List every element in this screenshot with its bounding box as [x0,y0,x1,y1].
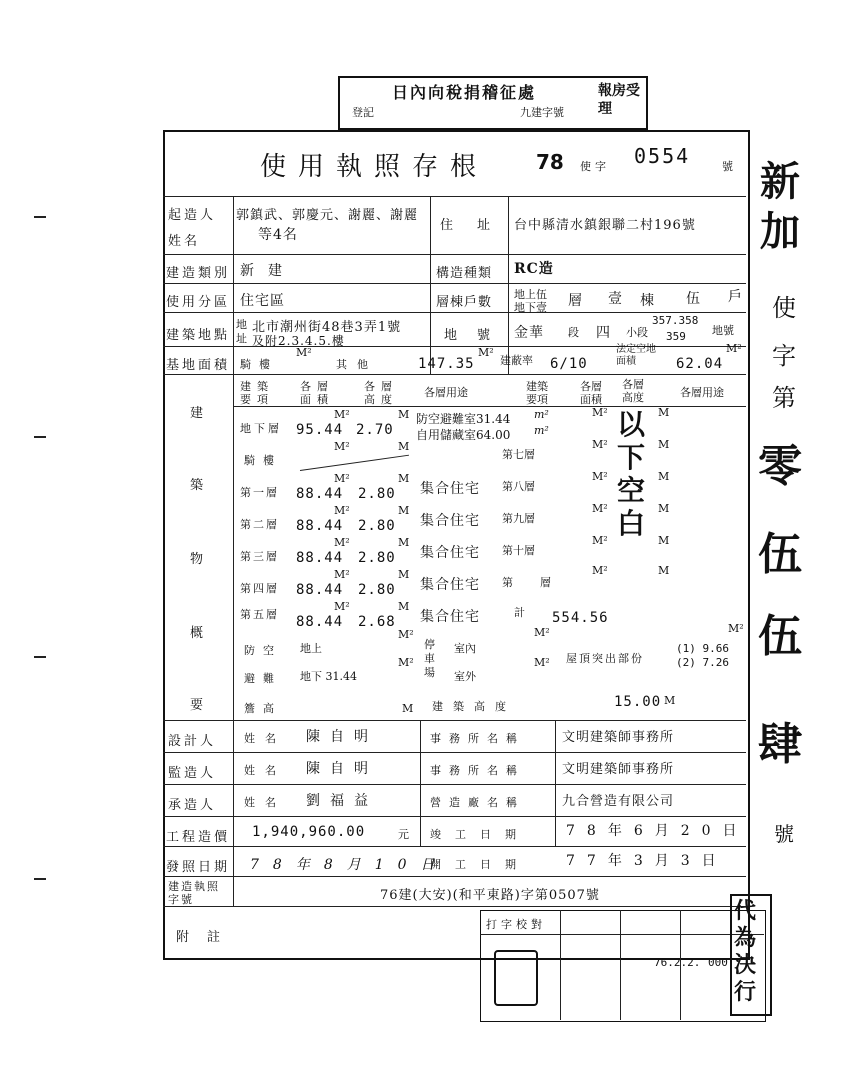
total-area: 554.56 [552,610,609,626]
right-floor-blank: 第 層 [502,576,559,589]
construction-type-label: 建造類別 [166,266,231,281]
designer-office-label: 事務所名稱 [430,732,525,745]
header-stamp-line1: 日內向稅捐稽征處 [392,83,537,102]
floors-households: 伍 [686,291,701,307]
designer-name-label: 姓名 [244,732,286,745]
floor-area-unit-arcade: M² [334,440,350,453]
address-label: 住址 [440,218,515,233]
legal-open-label: 法定空地面積 [616,344,656,367]
right-height-unit-5: M [658,534,670,547]
right-floor-total-label: 計 [514,606,525,619]
legal-open-unit: M² [726,342,742,355]
title-suffix: 號 [722,160,733,173]
floor-name-4: 第四層 [240,582,279,595]
designer-role: 設計人 [168,734,217,749]
floor-area-unit-3: M² [334,536,350,549]
coverage-value: 6/10 [550,356,588,372]
issue-date: 78年8月10日 [250,857,449,873]
notes-label: 附註 [176,930,239,945]
corner-stamp: 報房受理 [598,83,640,117]
col-header-use: 各層用途 [424,386,468,399]
roof-2: (2) 7.26 [676,656,729,669]
site-address-line1: 北市潮州街48巷3弄1號 [252,320,402,335]
supervisor-role: 監造人 [168,766,217,781]
floor-name-1: 第一層 [240,486,279,499]
floor-name-3: 第三層 [240,550,279,563]
floor-area-unit-4: M² [334,568,350,581]
bldg-height-value: 15.00 [614,694,662,710]
right-floor-8: 第八層 [502,480,535,493]
summary-label-char-2: 築 [190,478,207,493]
floor-use-unit-basement-2: m² [534,424,549,437]
start-date: 77年3月3日 [566,853,728,869]
floor-area-basement: 95.44 [296,422,344,438]
site-district: 金華 [514,325,544,341]
summary-label-char-3: 物 [190,552,207,567]
margin-char-1: 新 [760,158,800,205]
parking-in: 室內 [454,642,476,655]
designer-office: 文明建築師事務所 [562,730,675,745]
right-area-unit-6: M² [592,564,608,577]
site-district-unit: 段 [568,326,579,339]
coverage-label: 建蔽率 [500,354,533,367]
margin-char-7: 伍 [758,529,802,580]
applicant-names: 郭鎮武、郭慶元、謝麗、謝麗 [236,208,419,223]
floor-area-unit-basement: M² [334,408,350,421]
floor-height-4: 2.80 [358,582,396,598]
supervisor-office-label: 事務所名稱 [430,764,525,777]
site-label: 建築地點 [166,328,231,343]
contractor-name: 劉福益 [306,793,378,809]
margin-char-5: 第 [772,384,796,412]
right-height-unit-4: M [658,502,670,515]
title-year: 78 [536,150,564,174]
floor-name-arcade: 騎樓 [244,454,282,467]
floor-height-unit-5: M [398,600,410,613]
parking-out-unit: M² [534,656,550,669]
floor-use-basement-1: 防空避難室31.44 [416,412,511,426]
roof-label: 屋頂突出部份 [566,652,644,665]
contractor-name-label: 姓名 [244,796,286,809]
cost-value: 1,940,960.00 [252,824,366,840]
right-area-unit-1: M² [592,406,608,419]
right-area-unit-4: M² [592,502,608,515]
parking-out: 室外 [454,670,476,683]
floors-layer: 層 [568,293,583,309]
proof-date: 76.2.2. [654,956,701,969]
shelter-above-unit: M² [398,628,414,641]
right-floor-9: 第九層 [502,512,535,525]
issue-label: 發照日期 [166,860,231,875]
floor-height-basement: 2.70 [356,422,394,438]
parking-label: 停車場 [424,638,435,679]
header-stamp-line2-left: 登記 [352,106,374,119]
floor-area-3: 88.44 [296,550,344,566]
site-lot-numbers: 357.358 [652,314,699,327]
base-arcade-label: 騎樓 [240,358,278,371]
floors-building-unit: 棟 [640,293,655,309]
blank-note: 以下空白 [616,408,645,540]
bldg-height-unit: M [664,694,676,707]
floor-name-2: 第二層 [240,518,279,531]
applicant-count: 等4名 [258,227,298,243]
proof-label: 打字校對 [486,918,546,931]
base-other-unit: M² [478,346,494,359]
site-address-label: 地址 [236,318,247,345]
floor-use-2: 集合住宅 [420,513,480,529]
right-floor-10: 第十層 [502,544,535,557]
proof-seal [494,950,538,1006]
floors-below: 地下壹 [514,301,547,314]
eaves-unit: M [402,702,414,715]
col-header-item: 建築要項 [240,380,274,406]
structure-label: 構造種類 [436,266,493,281]
title-number: 0554 [634,144,691,168]
permit-label: 建造執照字號 [168,880,220,906]
floor-use-unit-basement-1: m² [534,408,549,421]
floor-area-2: 88.44 [296,518,344,534]
applicant-address: 台中縣清水鎮銀聯二村196號 [514,218,696,233]
floor-use-4: 集合住宅 [420,577,480,593]
floor-height-1: 2.80 [358,486,396,502]
header-stamp-line2-right: 九建字號 [520,106,564,119]
shelter-label-1: 防空 [244,644,282,657]
site-lot-numbers-2: 359 [666,330,686,343]
floors-building: 壹 [608,291,623,307]
contractor-office-label: 營造廠名稱 [430,796,525,809]
cost-unit: 元 [398,828,409,841]
base-arcade-unit: M² [296,346,312,359]
floors-households-unit: 戶 [728,289,743,305]
title-word-prefix: 使字 [580,160,610,173]
margin-char-3: 使 [772,294,796,322]
page-title: 使用執照存根 [260,152,489,182]
permit-value: 76建(大安)(和平東路)字第0507號 [380,888,600,903]
start-label: 開工日期 [430,858,530,871]
floor-area-4: 88.44 [296,582,344,598]
summary-label-char-4: 概 [190,626,207,641]
col-header-item-right: 建築要項 [526,380,548,406]
right-height-unit-1: M [658,406,670,419]
floor-height-unit-4: M [398,568,410,581]
shelter-above: 地上 [300,642,322,655]
supervisor-name: 陳自明 [306,761,378,777]
proof-code: 000 [708,956,728,969]
structure-type: RC造 [514,261,554,277]
col-header-area-right: 各層面積 [580,380,602,406]
margin-char-9: 肆 [758,719,802,770]
floor-height-unit-basement: M [398,408,410,421]
floors-above: 地上伍 [514,288,547,301]
floor-height-2: 2.80 [358,518,396,534]
site-address-line2: 及附2.3.4.5.樓 [252,334,345,348]
site-subsection: 四 [596,325,611,341]
supervisor-office: 文明建築師事務所 [562,762,675,777]
floor-use-basement-2: 自用儲藏室64.00 [416,428,511,442]
col-header-area: 各層面積 [300,380,334,406]
floor-height-3: 2.80 [358,550,396,566]
floors-label: 層棟戶數 [436,295,493,310]
roof-1: (1) 9.66 [676,642,729,655]
base-other-label: 其他 [336,358,378,371]
floor-height-unit-arcade: M [398,440,410,453]
applicant-label-top: 起造人 [168,208,217,223]
floor-height-unit-2: M [398,504,410,517]
floor-area-unit-5: M² [334,600,350,613]
shelter-below-unit: M² [398,656,414,669]
margin-char-6: 零 [758,441,802,492]
site-subsection-unit: 小段 [626,326,648,339]
cost-label: 工程造價 [166,830,231,845]
shelter-label-2: 避難 [244,672,282,685]
floor-area-1: 88.44 [296,486,344,502]
floor-name-5: 第五層 [240,608,279,621]
applicant-label-bottom: 姓名 [168,234,201,249]
designer-name: 陳自明 [306,729,378,745]
margin-char-10: 號 [774,822,794,846]
bldg-height-label: 建築高度 [432,700,516,713]
contractor-role: 承造人 [168,798,217,813]
floor-area-unit-2: M² [334,504,350,517]
right-floor-7: 第七層 [502,448,535,461]
right-height-unit-3: M [658,470,670,483]
site-lot-suffix: 地號 [712,324,734,337]
summary-label-char-5: 要 [190,698,207,713]
shelter-below: 地下 31.44 [300,670,357,683]
right-height-unit-2: M [658,438,670,451]
floor-use-1: 集合住宅 [420,481,480,497]
summary-label-char-1: 建 [190,406,207,421]
base-area-label: 基地面積 [166,358,231,373]
col-header-use-right: 各層用途 [680,386,724,399]
eaves-label: 簷高 [244,702,282,715]
zone-label: 使用分區 [166,295,231,310]
right-height-unit-6: M [658,564,670,577]
floor-use-5: 集合住宅 [420,609,480,625]
contractor-office: 九合營造有限公司 [562,794,675,809]
floor-use-3: 集合住宅 [420,545,480,561]
right-approval-text: 代為決行 [734,898,757,1005]
margin-char-2: 加 [760,208,800,255]
margin-char-8: 伍 [758,611,802,662]
completion-date: 78年6月20日 [566,823,749,839]
floor-name-basement: 地下層 [240,422,282,435]
col-header-height-right: 各層高度 [622,378,644,404]
right-area-unit-3: M² [592,470,608,483]
lot-label: 地號 [444,328,511,343]
floor-height-5: 2.68 [358,614,396,630]
margin-char-4: 字 [772,342,796,370]
col-header-height: 各層高度 [364,380,398,406]
right-area-unit-5: M² [592,534,608,547]
floor-height-unit-1: M [398,472,410,485]
roof-unit: M² [728,622,744,635]
floor-height-unit-3: M [398,536,410,549]
zone-value: 住宅區 [240,293,285,309]
base-other-value: 147.35 [418,356,475,372]
construction-type: 新建 [240,263,296,279]
right-area-unit-2: M² [592,438,608,451]
parking-in-unit: M² [534,626,550,639]
supervisor-name-label: 姓名 [244,764,286,777]
floor-area-5: 88.44 [296,614,344,630]
completion-label: 竣工日期 [430,828,530,841]
floor-area-unit-1: M² [334,472,350,485]
legal-open-value: 62.04 [676,356,724,372]
